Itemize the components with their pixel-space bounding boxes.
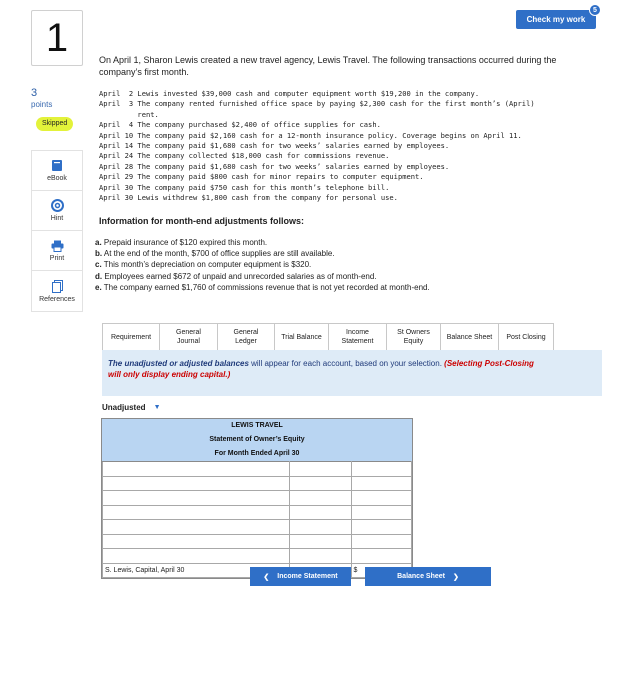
check-count-badge: 5 <box>589 4 601 16</box>
account-input[interactable] <box>103 462 290 477</box>
ebook-button[interactable] <box>32 151 82 191</box>
amount-input[interactable] <box>290 505 351 520</box>
transaction-line: April 29 The company paid $800 cash for minor repairs to computer equipment. <box>99 172 424 182</box>
adjustment-item: e. The company earned $1,760 of commissions revenue that is not yet recorded at month-end. <box>95 282 430 292</box>
balance-type-select[interactable] <box>102 400 161 415</box>
amount-input[interactable] <box>351 491 411 506</box>
account-input[interactable] <box>103 549 290 564</box>
capital-label: S. Lewis, Capital, April 30 <box>103 563 290 578</box>
tab-trial-balance[interactable]: Trial Balance <box>274 323 328 351</box>
tab-requirement[interactable]: Requirement <box>102 323 159 351</box>
chevron-left-icon: ❮ <box>263 573 270 581</box>
points-label: points <box>31 100 53 109</box>
balance-type-value: Unadjusted <box>102 403 146 412</box>
prev-income-statement-button[interactable]: ❮ Income Statement <box>250 567 351 586</box>
transaction-line: rent. <box>99 109 159 119</box>
tab-general-ledger[interactable]: General Ledger <box>217 323 274 351</box>
tab-post-closing[interactable]: Post Closing <box>498 323 554 351</box>
tab-income-statement[interactable]: Income Statement <box>328 323 386 351</box>
tab-st-owners-equity[interactable]: St Owners Equity <box>386 323 440 351</box>
transaction-list <box>99 89 535 203</box>
transaction-line: April 24 The company collected $18,000 cash for commissions revenue. <box>99 151 390 161</box>
table-row <box>103 549 412 564</box>
tab-balance-sheet[interactable]: Balance Sheet <box>440 323 498 351</box>
references-label: References <box>39 295 75 303</box>
amount-input[interactable] <box>290 491 351 506</box>
capital-total: $ <box>351 563 411 578</box>
account-input[interactable] <box>103 476 290 491</box>
amount-input[interactable] <box>290 549 351 564</box>
worksheet-tabs <box>102 323 554 351</box>
print-label: Print <box>49 254 65 262</box>
sidebar-tools <box>31 150 83 312</box>
points-value: 3 <box>31 87 38 99</box>
next-balance-sheet-button[interactable]: Balance Sheet ❯ <box>365 567 491 586</box>
statement-title: Statement of Owner’s Equity <box>209 436 305 443</box>
status-badge: Skipped <box>36 117 73 131</box>
transaction-line: April 10 The company paid $2,160 cash for a 12-month insurance policy. Coverage begins on April 11. <box>99 130 522 140</box>
account-input[interactable] <box>103 491 290 506</box>
account-input[interactable] <box>103 520 290 535</box>
table-row <box>103 476 412 491</box>
account-input[interactable] <box>103 505 290 520</box>
amount-input[interactable] <box>290 534 351 549</box>
amount-input[interactable] <box>290 476 351 491</box>
account-input[interactable] <box>103 534 290 549</box>
check-my-work-button[interactable]: Check my work <box>516 10 596 29</box>
document-icon <box>52 280 63 293</box>
transaction-line: April 30 The company paid $750 cash for this month’s telephone bill. <box>99 182 390 192</box>
statement-period: For Month Ended April 30 <box>214 450 300 457</box>
statement-header <box>102 419 412 461</box>
transaction-line: April 2 Lewis invested $39,000 cash and computer equipment worth $19,200 in the company. <box>99 89 480 98</box>
lifebuoy-icon <box>51 199 64 212</box>
transaction-line: April 28 The company paid $1,680 cash for two weeks’ salaries earned by employees. <box>99 161 450 171</box>
table-row <box>103 491 412 506</box>
chevron-down-icon: ▼ <box>153 404 161 411</box>
table-row <box>103 520 412 535</box>
points-indicator <box>31 87 83 109</box>
amount-input[interactable] <box>351 505 411 520</box>
tab-general-journal[interactable]: General Journal <box>159 323 217 351</box>
adjustment-item: c. This month’s depreciation on computer equipment is $320. <box>95 260 312 270</box>
adjustment-item: a. Prepaid insurance of $120 expired this month. <box>95 238 268 247</box>
table-row <box>103 534 412 549</box>
book-icon <box>51 159 63 172</box>
statement-grid <box>102 461 412 578</box>
table-row <box>103 462 412 477</box>
amount-input[interactable] <box>351 462 411 477</box>
references-button[interactable] <box>32 271 82 311</box>
amount-input[interactable] <box>351 476 411 491</box>
printer-icon <box>51 240 64 252</box>
question-number: 1 <box>31 10 83 66</box>
problem-intro: On April 1, Sharon Lewis created a new travel agency, Lewis Travel. The following transactions occurred during the company’s first month. <box>99 55 557 77</box>
company-name: LEWIS TRAVEL <box>231 422 283 429</box>
hint-button[interactable] <box>32 191 82 231</box>
balance-info-banner: The unadjusted or adjusted balances will appear for each account, based on your selection. (Selecting Post-Closing will only display ending capital.) <box>102 350 602 396</box>
transaction-line: April 3 The company rented furnished office space by paying $2,300 cash for the first month’s (April) <box>99 99 535 109</box>
chevron-right-icon: ❯ <box>452 573 459 581</box>
adjustments-title: Information for month-end adjustments follows: <box>99 216 304 226</box>
transaction-line: April 14 The company paid $1,680 cash for two weeks’ salaries earned by employees. <box>99 141 450 151</box>
amount-input[interactable] <box>351 520 411 535</box>
adjustments-list <box>95 237 430 293</box>
print-button[interactable] <box>32 231 82 271</box>
amount-input[interactable] <box>290 520 351 535</box>
transaction-line: April 4 The company purchased $2,400 of office supplies for cash. <box>99 120 381 130</box>
table-row <box>103 505 412 520</box>
hint-label: Hint <box>50 215 64 222</box>
amount-input[interactable] <box>290 462 351 477</box>
amount-input[interactable] <box>351 549 411 564</box>
adjustment-item: d. Employees earned $672 of unpaid and unrecorded salaries as of month-end. <box>95 271 377 281</box>
transaction-line: April 30 Lewis withdrew $1,800 cash from the company for personal use. <box>99 193 398 203</box>
owners-equity-statement <box>101 418 413 579</box>
ebook-label: eBook <box>47 175 67 182</box>
adjustment-item: b. At the end of the month, $700 of office supplies are still available. <box>95 249 335 259</box>
amount-input[interactable] <box>351 534 411 549</box>
